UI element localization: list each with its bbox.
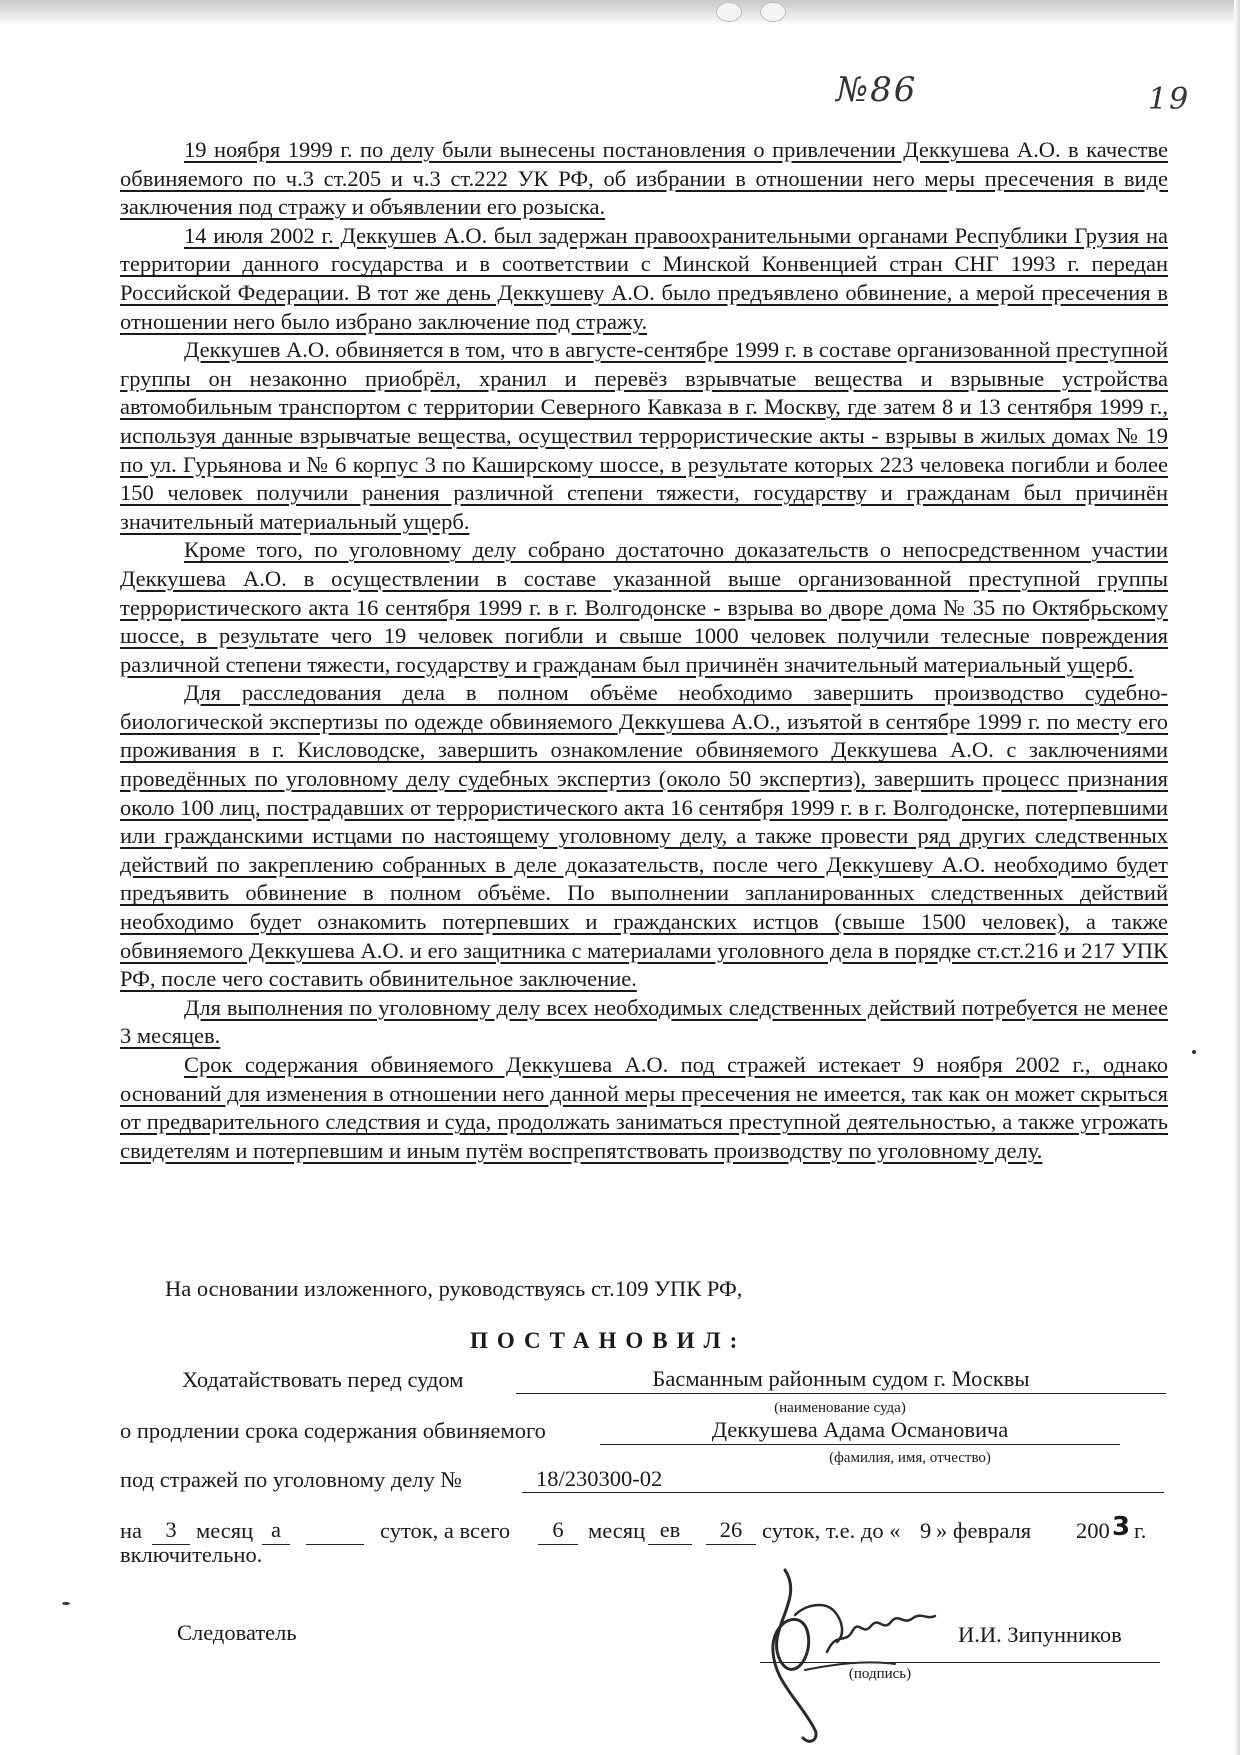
term-end-day: 9 <box>920 1518 932 1543</box>
paragraph-charges: 19 ноября 1999 г. по делу были вынесены постановления о привлечении Деккушева А.О. в качестве обвиняемого по ч.3 ст.205 и ч.3 ст.222 УК РФ, об избрании в отношении него меры пресечения в виде заключения под стражу и объявлении его розыска. <box>120 137 1168 220</box>
extension-label: о продлении срока содержания обвиняемого <box>120 1418 546 1443</box>
total-days-field: 26 <box>706 1516 756 1545</box>
signature-caption: (подпись) <box>848 1666 912 1682</box>
petition-label: Ходатайствовать перед судом <box>182 1367 464 1392</box>
term-months-label: месяц <box>196 1518 254 1543</box>
total-days-label: суток, т.е. до « <box>762 1518 901 1543</box>
term-end-year: 200 <box>1076 1518 1110 1543</box>
punch-hole <box>760 2 786 22</box>
decree-heading: ПОСТАНОВИЛ: <box>470 1328 747 1353</box>
handwritten-signature <box>745 1560 975 1750</box>
paragraph-custody-term: Срок содержания обвиняемого Деккушева А.О. под стражей истекает 9 ноября 2002 г., однако оснований для изменения в отношении него данной меры пресечения не имеется, так как он может скрыться от предварительного следствия и суда, продолжать заниматься преступной деятельностью, а также угрожать свидетелям и потерпевшим и иным путём воспрепятствовать производству по уголовному делу. <box>120 1052 1168 1163</box>
investigator-name: И.И. Зипунников <box>958 1622 1122 1647</box>
total-months-suffix: ев <box>648 1516 692 1545</box>
paragraph-accusation: Деккушев А.О. обвиняется в том, что в августе-сентябре 1999 г. в составе организованной преступной группы он незаконно приобрёл, хранил и перевёз взрывчатые вещества и взрывные устройства автомобильным транспортом с территории Северного Кавказа в г. Москву, где затем 8 и 13 сентября 1999 г., используя данные взрывчатые вещества, осуществил террористические акты - взрывы в жилых домах № 19 по ул. Гурьянова и № 6 корпус 3 по Каширскому шоссе, в результате которых 223 человека погибли и более 150 человек получили ранения различной степени тяжести, государству и гражданам был причинён значительный материальный ущерб. <box>120 337 1168 534</box>
term-months-field: 3 <box>152 1516 190 1545</box>
term-end-month: » февраля <box>936 1518 1032 1543</box>
punch-hole <box>716 2 742 22</box>
term-end-year-handwritten: 3 <box>1112 1512 1131 1542</box>
paragraph-detention: 14 июля 2002 г. Деккушев А.О. был задержан правоохранительными органами Республики Грузия на территории данного государства и в соответствии с Минской Конвенцией стран СНГ 1993 г. передан Российской Федерации. В тот же день Деккушеву А.О. было предъявлено обвинение, а мерой пресечения в отношении него было избрано заключение под стражу. <box>120 222 1168 334</box>
accused-field: Деккушева Адама Османовича <box>600 1416 1120 1445</box>
accused-caption: (фамилия, имя, отчество) <box>829 1450 991 1466</box>
inclusive-label: включительно. <box>120 1542 263 1567</box>
basis-text: На основании изложенного, руководствуясь ст.109 УПК РФ, <box>165 1276 743 1301</box>
case-label: под стражей по уголовному делу № <box>120 1467 462 1492</box>
court-field: Басманным районным судом г. Москвы <box>516 1365 1166 1394</box>
scan-right-edge <box>1234 0 1240 1755</box>
scan-speck <box>1192 1050 1196 1054</box>
term-days-label: суток, а всего <box>380 1518 511 1543</box>
investigator-title: Следователь <box>177 1620 297 1645</box>
handwritten-page-number: 19 <box>1148 82 1191 117</box>
paragraph-time-required: Для выполнения по уголовному делу всех необходимых следственных действий потребуется не менее 3 месяцев. <box>120 994 1168 1049</box>
term-days-field <box>306 1516 364 1545</box>
scan-top-shadow <box>0 0 1240 26</box>
term-prefix: на <box>120 1518 143 1543</box>
case-number-field: 18/230300-02 <box>522 1465 1164 1493</box>
term-months-suffix: а <box>262 1516 290 1545</box>
handwritten-file-number: №86 <box>836 70 918 110</box>
paragraph-investigation-plan: Для расследования дела в полном объёме необходимо завершить производство судебно-биологической экспертизы по одежде обвиняемого Деккушева А.О., изъятой в сентябре 1999 г. по месту его проживания в г. Кисловодске, завершить ознакомление обвиняемого Деккушева А.О. с заключениями проведённых по уголовному делу судебных экспертиз (около 50 экспертиз), завершить процесс признания около 100 лиц, пострадавших от террористического акта 16 сентября 1999 г. в г. Волгодонске, потерпевшими или гражданскими истцами по настоящему уголовному делу, а также провести ряд других следственных действий по закреплению собранных в деле доказательств, после чего Деккушеву А.О. необходимо будет предъявить обвинение в полном объёме. По выполнении запланированных следственных действий необходимо будет ознакомить потерпевших и гражданских истцов (свыше 1500 человек), а также обвиняемого Деккушева А.О. и его защитника с материалами уголовного дела в порядке ст.ст.216 и 217 УПК РФ, после чего составить обвинительное заключение. <box>120 680 1168 992</box>
term-end-year-suffix: г. <box>1134 1518 1147 1543</box>
scan-speck <box>62 1602 70 1605</box>
document-body <box>120 136 1168 1165</box>
court-caption: (наименование суда) <box>774 1400 906 1416</box>
total-months-label: месяц <box>588 1518 646 1543</box>
paragraph-evidence: Кроме того, по уголовному делу собрано достаточно доказательств о непосредственном участии Деккушева А.О. в осуществлении в составе указанной выше организованной преступной группы террористического акта 16 сентября 1999 г. в г. Волгодонске - взрыва во дворе дома № 35 по Октябрьскому шоссе, в результате чего 19 человек погибли и свыше 1000 человек получили телесные повреждения различной степени тяжести, государству и гражданам был причинён значительный материальный ущерб. <box>120 537 1168 677</box>
total-months-field: 6 <box>538 1516 578 1545</box>
